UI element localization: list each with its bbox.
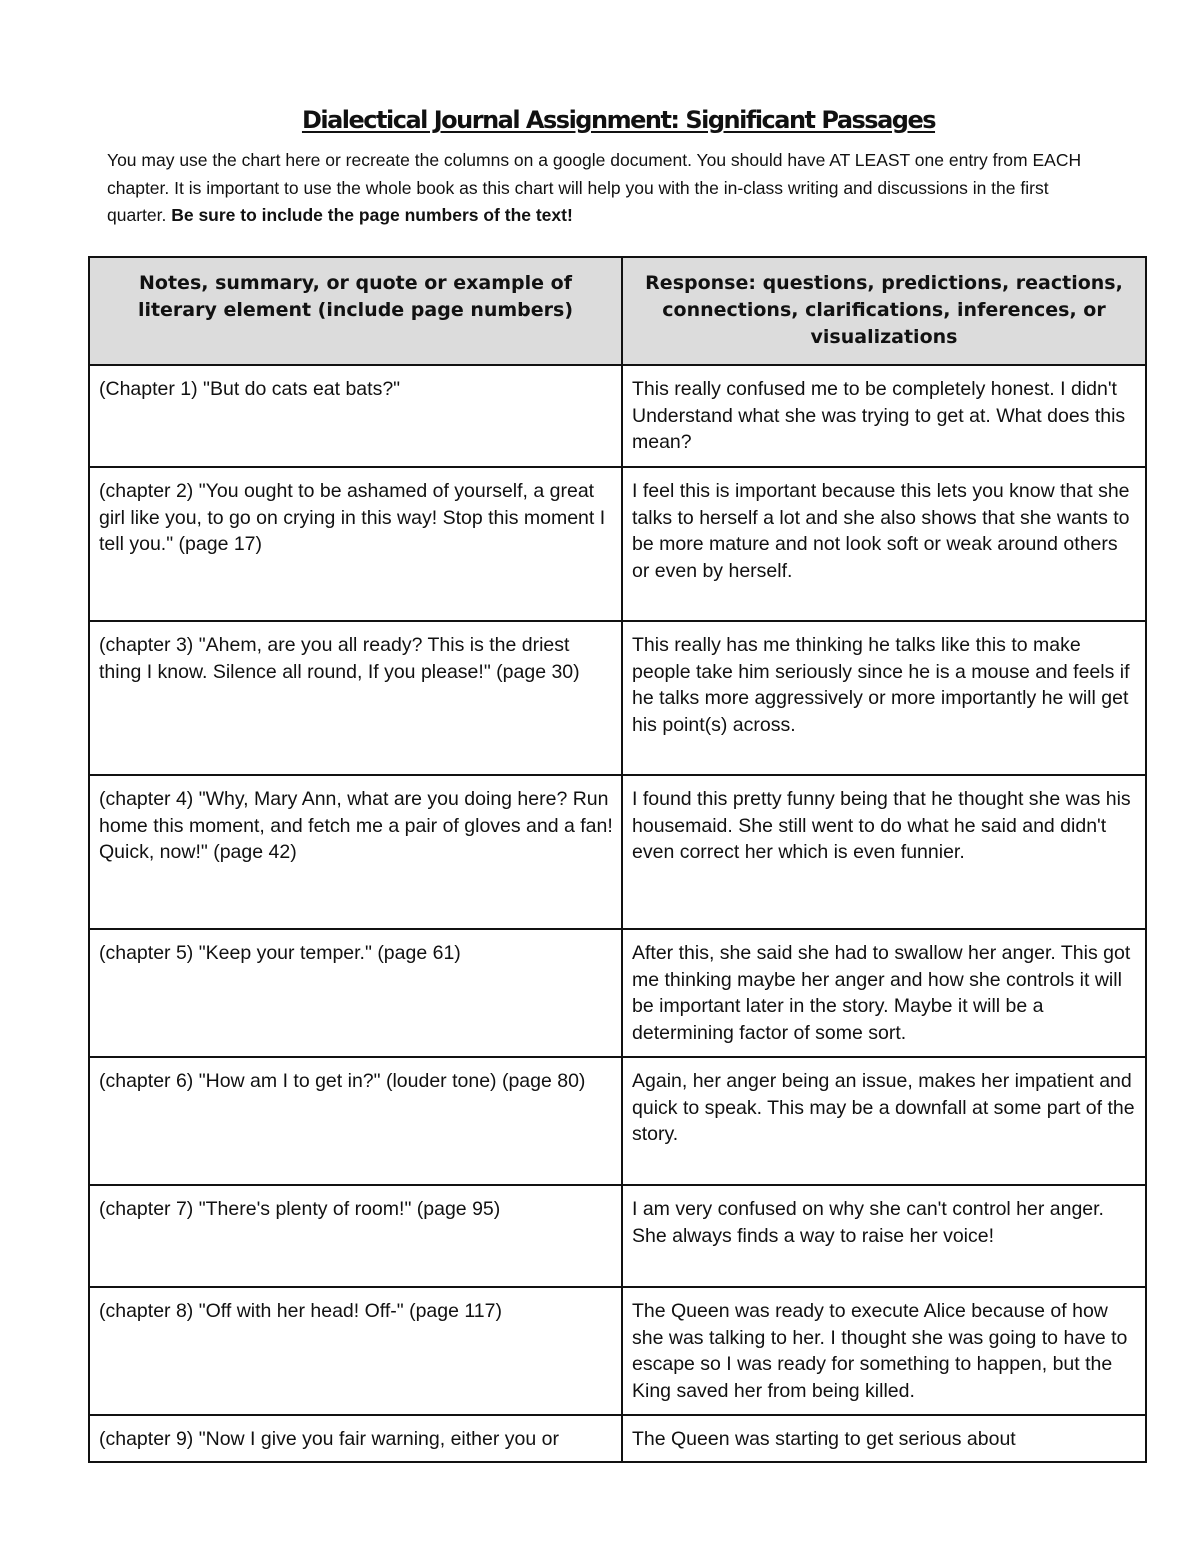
response-cell: This really confused me to be completely honest. I didn't Understand what she was trying to get at. What does this mean? <box>622 365 1146 467</box>
response-cell: I found this pretty funny being that he thought she was his housemaid. She still went to do what he said and didn't even correct her which is even funnier. <box>622 775 1146 929</box>
dialectical-journal-table <box>88 256 1147 1463</box>
response-cell: The Queen was starting to get serious about <box>622 1415 1146 1462</box>
note-cell: (chapter 5) "Keep your temper." (page 61) <box>89 929 622 1057</box>
note-cell: (chapter 6) "How am I to get in?" (louder tone) (page 80) <box>89 1057 622 1185</box>
table-row <box>89 1057 1146 1185</box>
table-row <box>89 621 1146 775</box>
header-notes: Notes, summary, or quote or example of literary element (include page numbers) <box>89 257 622 365</box>
note-cell: (chapter 7) "There's plenty of room!" (page 95) <box>89 1185 622 1287</box>
note-cell: (chapter 8) "Off with her head! Off-" (page 117) <box>89 1287 622 1415</box>
table-header-row <box>89 257 1146 365</box>
document-title: Dialectical Journal Assignment: Significant Passages <box>301 106 936 134</box>
instructions-paragraph <box>107 147 1107 230</box>
table-row <box>89 1415 1146 1462</box>
note-cell: (chapter 3) "Ahem, are you all ready? This is the driest thing I know. Silence all round, If you please!" (page 30) <box>89 621 622 775</box>
table-row <box>89 1185 1146 1287</box>
instructions-bold-note: Be sure to include the page numbers of the text! <box>171 205 573 225</box>
table-row <box>89 467 1146 621</box>
note-cell: (chapter 9) "Now I give you fair warning, either you or <box>89 1415 622 1462</box>
note-cell: (Chapter 1) "But do cats eat bats?" <box>89 365 622 467</box>
table-row <box>89 365 1146 467</box>
header-response: Response: questions, predictions, reactions, connections, clarifications, inferences, or visualizations <box>622 257 1146 365</box>
table-row <box>89 775 1146 929</box>
response-cell: Again, her anger being an issue, makes her impatient and quick to speak. This may be a downfall at some part of the story. <box>622 1057 1146 1185</box>
instructions-text: You may use the chart here or recreate the columns on a google document. You should have AT LEAST one entry from EACH chapter. It is important to use the whole book as this chart will help you with the in-class writing and discussions in the first quarter. <box>107 150 1082 225</box>
table-row <box>89 929 1146 1057</box>
note-cell: (chapter 4) "Why, Mary Ann, what are you doing here? Run home this moment, and fetch me a pair of gloves and a fan! Quick, now!" (page 42) <box>89 775 622 929</box>
response-cell: I am very confused on why she can't control her anger. She always finds a way to raise her voice! <box>622 1185 1146 1287</box>
response-cell: I feel this is important because this lets you know that she talks to herself a lot and she also shows that she wants to be more mature and not look soft or weak around others or even by herself. <box>622 467 1146 621</box>
table-row <box>89 1287 1146 1415</box>
response-cell: The Queen was ready to execute Alice because of how she was talking to her. I thought she was going to have to escape so I was ready for something to happen, but the King saved her from being killed. <box>622 1287 1146 1415</box>
response-cell: After this, she said she had to swallow her anger. This got me thinking maybe her anger and how she controls it will be important later in the story. Maybe it will be a determining factor of some sort. <box>622 929 1146 1057</box>
note-cell: (chapter 2) "You ought to be ashamed of yourself, a great girl like you, to go on crying in this way! Stop this moment I tell you." (page 17) <box>89 467 622 621</box>
response-cell: This really has me thinking he talks like this to make people take him seriously since he is a mouse and feels if he talks more aggressively or more importantly he will get his point(s) across. <box>622 621 1146 775</box>
